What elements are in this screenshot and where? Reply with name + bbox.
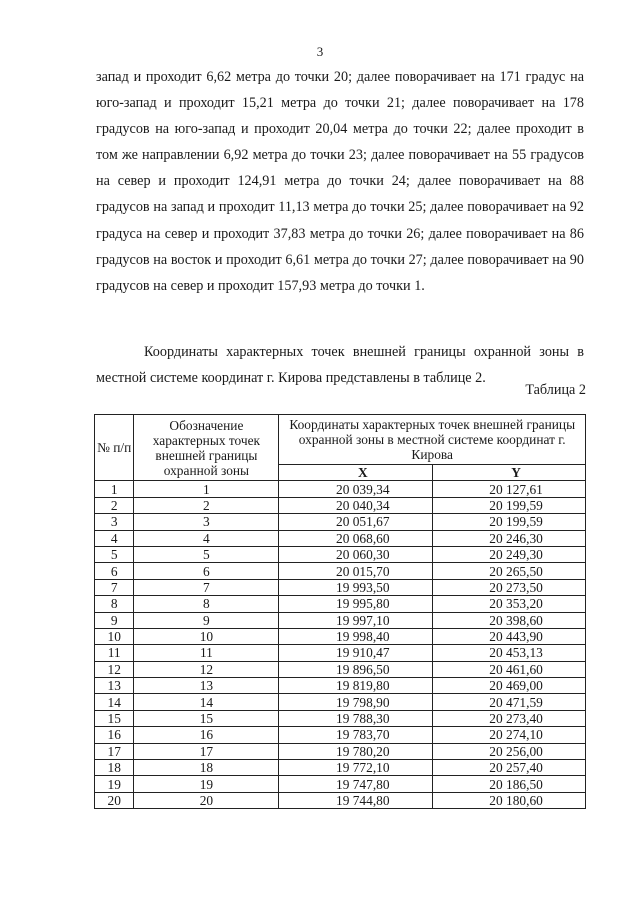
table-row — [95, 481, 586, 497]
header-coordinates: Координаты характерных точек внешней границы охранной зоны в местной системе координат г. Кирова — [279, 415, 586, 465]
table-row — [95, 776, 586, 792]
row-number: 7 — [95, 579, 134, 595]
table-row — [95, 546, 586, 562]
row-point-name: 19 — [134, 776, 279, 792]
row-number: 5 — [95, 546, 134, 562]
row-y: 20 127,61 — [433, 481, 586, 497]
row-point-name: 17 — [134, 743, 279, 759]
body-paragraph-1 — [96, 64, 584, 299]
row-x: 19 783,70 — [279, 727, 433, 743]
table-row — [95, 596, 586, 612]
row-point-name: 13 — [134, 678, 279, 694]
row-y: 20 443,90 — [433, 628, 586, 644]
table-row — [95, 497, 586, 513]
header-x: X — [279, 465, 433, 481]
row-x: 19 819,80 — [279, 678, 433, 694]
table-row — [95, 514, 586, 530]
row-x: 19 910,47 — [279, 645, 433, 661]
row-x: 19 997,10 — [279, 612, 433, 628]
table-row — [95, 645, 586, 661]
table-row — [95, 694, 586, 710]
row-y: 20 249,30 — [433, 546, 586, 562]
row-y: 20 398,60 — [433, 612, 586, 628]
row-x: 19 747,80 — [279, 776, 433, 792]
row-y: 20 256,00 — [433, 743, 586, 759]
row-number: 4 — [95, 530, 134, 546]
row-point-name: 6 — [134, 563, 279, 579]
table-row — [95, 530, 586, 546]
row-number: 19 — [95, 776, 134, 792]
row-number: 10 — [95, 628, 134, 644]
row-number: 15 — [95, 710, 134, 726]
row-x: 20 068,60 — [279, 530, 433, 546]
row-y: 20 186,50 — [433, 776, 586, 792]
table-row — [95, 661, 586, 677]
table-row — [95, 628, 586, 644]
row-y: 20 257,40 — [433, 760, 586, 776]
row-point-name: 5 — [134, 546, 279, 562]
coordinates-table — [94, 414, 586, 809]
table-row — [95, 743, 586, 759]
row-y: 20 469,00 — [433, 678, 586, 694]
row-x: 19 772,10 — [279, 760, 433, 776]
body-paragraph-2 — [96, 325, 584, 406]
row-number: 20 — [95, 792, 134, 808]
row-number: 2 — [95, 497, 134, 513]
table-row — [95, 792, 586, 808]
row-point-name: 1 — [134, 481, 279, 497]
row-x: 19 744,80 — [279, 792, 433, 808]
row-point-name: 16 — [134, 727, 279, 743]
row-number: 3 — [95, 514, 134, 530]
row-y: 20 265,50 — [433, 563, 586, 579]
table-body — [95, 481, 586, 809]
row-number: 14 — [95, 694, 134, 710]
row-number: 11 — [95, 645, 134, 661]
row-x: 20 051,67 — [279, 514, 433, 530]
row-x: 20 039,34 — [279, 481, 433, 497]
page-number: 3 — [316, 44, 324, 59]
row-point-name: 15 — [134, 710, 279, 726]
table-row — [95, 710, 586, 726]
row-y: 20 453,13 — [433, 645, 586, 661]
row-point-name: 20 — [134, 792, 279, 808]
row-point-name: 18 — [134, 760, 279, 776]
row-x: 19 798,90 — [279, 694, 433, 710]
row-x: 20 040,34 — [279, 497, 433, 513]
row-number: 18 — [95, 760, 134, 776]
table-row — [95, 678, 586, 694]
row-x: 19 780,20 — [279, 743, 433, 759]
row-point-name: 11 — [134, 645, 279, 661]
table-row — [95, 760, 586, 776]
row-point-name: 10 — [134, 628, 279, 644]
row-number: 12 — [95, 661, 134, 677]
row-y: 20 199,59 — [433, 514, 586, 530]
row-y: 20 246,30 — [433, 530, 586, 546]
row-y: 20 274,10 — [433, 727, 586, 743]
table-row — [95, 563, 586, 579]
row-point-name: 12 — [134, 661, 279, 677]
row-number: 17 — [95, 743, 134, 759]
row-y: 20 461,60 — [433, 661, 586, 677]
row-y: 20 199,59 — [433, 497, 586, 513]
row-number: 1 — [95, 481, 134, 497]
route-description: запад и проходит 6,62 метра до точки 20; далее поворачивает на 171 градус на юго-запад и проходит 15,21 метра до точки 21; далее поворачивает на 178 градусов на юго-запад и проходит 20,04 метра до точки 22; далее проходит в том же направлении 6,92 метра до точки 23; далее поворачивает на 55 градусов на север и проходит 124,91 метра до точки 24; далее поворачивает на 88 градусов на запад и проходит 11,13 метра до точки 25; далее поворачивает на 92 градуса на север и проходит 37,83 метра до точки 26; далее поворачивает на 86 градусов на восток и проходит 6,61 метра до точки 27; далее поворачивает на 90 градусов на север и проходит 157,93 метра до точки 1. — [96, 69, 584, 294]
row-x: 20 015,70 — [279, 563, 433, 579]
row-point-name: 14 — [134, 694, 279, 710]
row-point-name: 2 — [134, 497, 279, 513]
row-y: 20 471,59 — [433, 694, 586, 710]
row-number: 16 — [95, 727, 134, 743]
row-number: 13 — [95, 678, 134, 694]
table-row — [95, 579, 586, 595]
row-y: 20 353,20 — [433, 596, 586, 612]
row-x: 20 060,30 — [279, 546, 433, 562]
row-number: 6 — [95, 563, 134, 579]
row-y: 20 273,50 — [433, 579, 586, 595]
table-row — [95, 727, 586, 743]
row-x: 19 993,50 — [279, 579, 433, 595]
table-intro: Координаты характерных точек внешней границы охранной зоны в местной системе координат г. Кирова представлены в таблице 2. — [96, 344, 584, 387]
row-x: 19 998,40 — [279, 628, 433, 644]
row-x: 19 788,30 — [279, 710, 433, 726]
row-point-name: 7 — [134, 579, 279, 595]
row-point-name: 4 — [134, 530, 279, 546]
row-point-name: 8 — [134, 596, 279, 612]
table-caption: Таблица 2 — [525, 382, 586, 398]
row-y: 20 273,40 — [433, 710, 586, 726]
table-row — [95, 612, 586, 628]
row-point-name: 3 — [134, 514, 279, 530]
row-x: 19 995,80 — [279, 596, 433, 612]
row-number: 8 — [95, 596, 134, 612]
header-number: № п/п — [95, 415, 134, 481]
row-x: 19 896,50 — [279, 661, 433, 677]
row-y: 20 180,60 — [433, 792, 586, 808]
row-number: 9 — [95, 612, 134, 628]
header-point-name: Обозначение характерных точек внешней границы охранной зоны — [134, 415, 279, 481]
row-point-name: 9 — [134, 612, 279, 628]
header-y: Y — [433, 465, 586, 481]
